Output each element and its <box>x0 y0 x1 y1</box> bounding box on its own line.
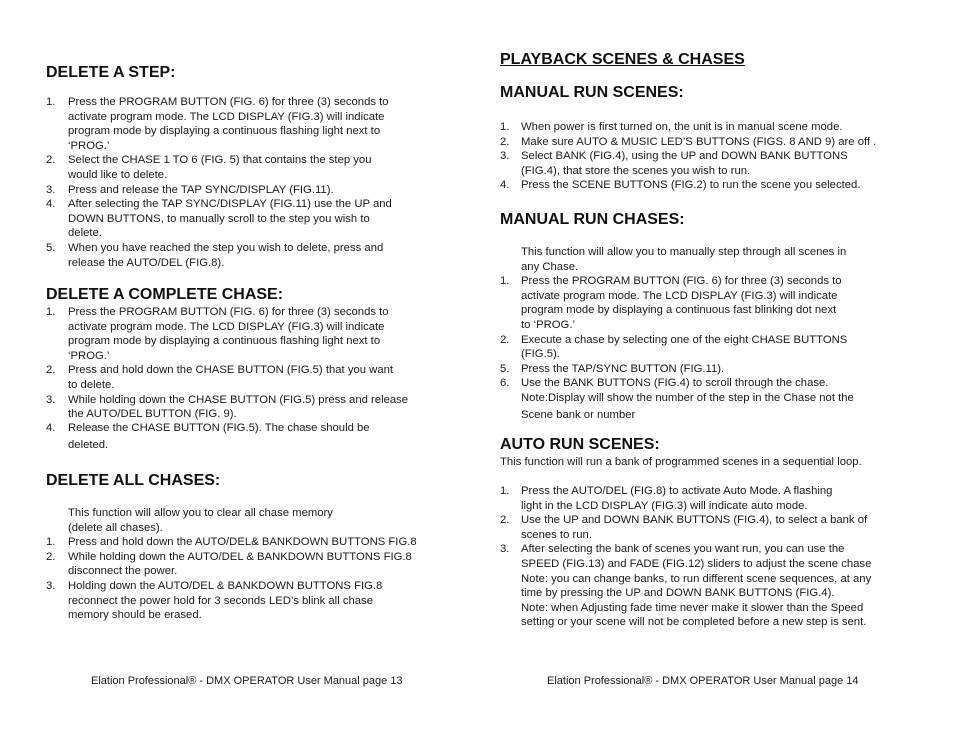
list-text: Press the AUTO/DEL (FIG.8) to activate Auto Mode. A flashing <box>521 485 833 497</box>
manual-chases-heading: MANUAL RUN CHASES: <box>500 211 685 228</box>
list-number: 6. <box>500 377 510 390</box>
intro-text: This function will allow you to clear all chase memory <box>68 507 333 519</box>
list-number: 2. <box>500 514 510 527</box>
list-text: Press and hold down the CHASE BUTTON (FIG.5) that you want <box>68 364 394 377</box>
list-number: 3. <box>46 183 56 196</box>
list-number: 1. <box>46 96 56 108</box>
list-text: Note: you can change banks, to run different scene sequences, at any <box>521 572 872 585</box>
intro-text: This function will allow you to manually step through all scenes in <box>521 246 847 258</box>
list-text: to delete. <box>68 379 115 391</box>
list-text: reconnect the power hold for 3 seconds LED’s blink all chase <box>68 594 373 607</box>
footer-page-13: Elation Professional® - DMX OPERATOR User Manual page 13 <box>91 675 403 687</box>
list-text: Select the CHASE 1 TO 6 (FIG. 5) that contains the step you <box>68 154 372 167</box>
list-number: 3. <box>46 580 56 592</box>
list-number: 3. <box>500 543 510 556</box>
list-number: 2. <box>46 154 56 167</box>
list-text: time by pressing the UP and DOWN BANK BUTTONS (FIG.4). <box>521 587 835 600</box>
list-number: 1. <box>500 275 510 288</box>
list-number: 2. <box>46 364 56 377</box>
list-text: ‘PROG.’ <box>68 349 110 362</box>
list-number: 4. <box>46 422 56 434</box>
auto-scenes-intro: This function will run a bank of programmed scenes in a sequential loop. <box>500 456 862 468</box>
list-text: Press the PROGRAM BUTTON (FIG. 6) for three (3) seconds to <box>68 96 389 108</box>
list-text: setting or your scene will not be completed before a new step is sent. <box>521 616 867 629</box>
delete-all-heading: DELETE ALL CHASES: <box>46 472 221 489</box>
list-number: 1. <box>500 485 510 497</box>
list-text: scenes to run. <box>521 528 592 541</box>
list-number: 3. <box>500 150 510 163</box>
list-text: Scene bank or number <box>521 409 636 421</box>
list-text: delete. <box>68 227 102 240</box>
list-number: 1. <box>500 121 510 133</box>
list-text: Note:Display will show the number of the step in the Chase not the <box>521 392 854 404</box>
intro-text: (delete all chases). <box>68 521 163 534</box>
list-text: When power is first turned on, the unit is in manual scene mode. <box>521 121 843 133</box>
list-text: While holding down the AUTO/DEL & BANKDOWN BUTTONS FIG.8 <box>68 550 412 563</box>
list-text: Holding down the AUTO/DEL & BANKDOWN BUTTONS FIG.8 <box>68 580 383 592</box>
list-text: DOWN BUTTONS, to manually scroll to the step you wish to <box>68 212 370 225</box>
list-number: 1. <box>46 536 56 549</box>
list-number: 2. <box>500 135 510 148</box>
list-text: disconnect the power. <box>68 565 178 578</box>
list-text: Note: when Adjusting fade time never make it slower than the Speed <box>521 601 864 614</box>
list-text: Press the TAP/SYNC BUTTON (FIG.11). <box>521 362 725 375</box>
list-text: Select BANK (FIG.4), using the UP and DOWN BANK BUTTONS <box>521 150 848 163</box>
list-number: 4. <box>500 179 510 192</box>
list-text: release the AUTO/DEL (FIG.8). <box>68 256 225 269</box>
list-text: Use the BANK BUTTONS (FIG.4) to scroll through the chase. <box>521 377 829 390</box>
list-text: Press and release the TAP SYNC/DISPLAY (FIG.11). <box>68 183 334 196</box>
list-text: (FIG.4), that store the scenes you wish to run. <box>521 164 751 177</box>
list-text: memory should be erased. <box>68 609 202 622</box>
list-text: to ‘PROG.’ <box>521 319 575 331</box>
list-text: deleted. <box>68 439 109 451</box>
list-number: 1. <box>46 306 56 318</box>
list-text: activate program mode. The LCD DISPLAY (FIG.3) will indicate <box>68 110 385 123</box>
list-number: 3. <box>46 393 56 406</box>
list-number: 2. <box>46 550 56 563</box>
list-text: After selecting the bank of scenes you want run, you can use the <box>521 543 845 556</box>
list-text: Execute a chase by selecting one of the eight CHASE BUTTONS <box>521 333 848 346</box>
list-text: light in the LCD DISPLAY (FIG.3) will indicate auto mode. <box>521 499 808 512</box>
list-text: the AUTO/DEL BUTTON (FIG. 9). <box>68 408 237 421</box>
list-text: (FIG.5). <box>521 348 560 361</box>
list-text: program mode by displaying a continuous flashing light next to <box>68 335 381 348</box>
list-number: 2. <box>500 333 510 346</box>
list-text: would like to delete. <box>68 169 168 181</box>
list-text: Make sure AUTO & MUSIC LED’S BUTTONS (FIGS. 8 AND 9) are off . <box>521 135 877 148</box>
list-number: 5. <box>46 242 56 254</box>
list-text: Press the PROGRAM BUTTON (FIG. 6) for three (3) seconds to <box>68 306 389 318</box>
list-number: 5. <box>500 362 510 375</box>
list-number: 4. <box>46 198 56 211</box>
list-text: Release the CHASE BUTTON (FIG.5). The chase should be <box>68 422 370 434</box>
list-text: Press the PROGRAM BUTTON (FIG. 6) for three (3) seconds to <box>521 275 842 288</box>
list-text: ‘PROG.’ <box>68 139 110 152</box>
delete-chase-heading: DELETE A COMPLETE CHASE: <box>46 286 284 303</box>
list-text: Use the UP and DOWN BANK BUTTONS (FIG.4), to select a bank of <box>521 514 868 527</box>
intro-text: any Chase. <box>521 260 579 273</box>
delete-step-heading: DELETE A STEP: <box>46 64 176 81</box>
list-text: Press and hold down the AUTO/DEL& BANKDOWN BUTTONS FIG.8 <box>68 536 417 549</box>
list-text: Press the SCENE BUTTONS (FIG.2) to run the scene you selected. <box>521 179 861 192</box>
list-text: program mode by displaying a continuous fast blinking dot next <box>521 304 837 317</box>
page-title: PLAYBACK SCENES & CHASES <box>500 51 745 68</box>
list-text: activate program mode. The LCD DISPLAY (FIG.3) will indicate <box>68 320 385 333</box>
list-text: activate program mode. The LCD DISPLAY (FIG.3) will indicate <box>521 289 838 302</box>
list-text: When you have reached the step you wish to delete, press and <box>68 242 384 254</box>
list-text: After selecting the TAP SYNC/DISPLAY (FIG.11) use the UP and <box>68 198 392 211</box>
auto-scenes-heading: AUTO RUN SCENES: <box>500 436 660 453</box>
manual-scenes-heading: MANUAL RUN SCENES: <box>500 84 684 101</box>
list-text: SPEED (FIG.13) and FADE (FIG.12) sliders to adjust the scene chase <box>521 558 872 570</box>
list-text: While holding down the CHASE BUTTON (FIG.5) press and release <box>68 393 409 406</box>
footer-page-14: Elation Professional® - DMX OPERATOR User Manual page 14 <box>547 675 859 687</box>
list-text: program mode by displaying a continuous flashing light next to <box>68 125 381 138</box>
